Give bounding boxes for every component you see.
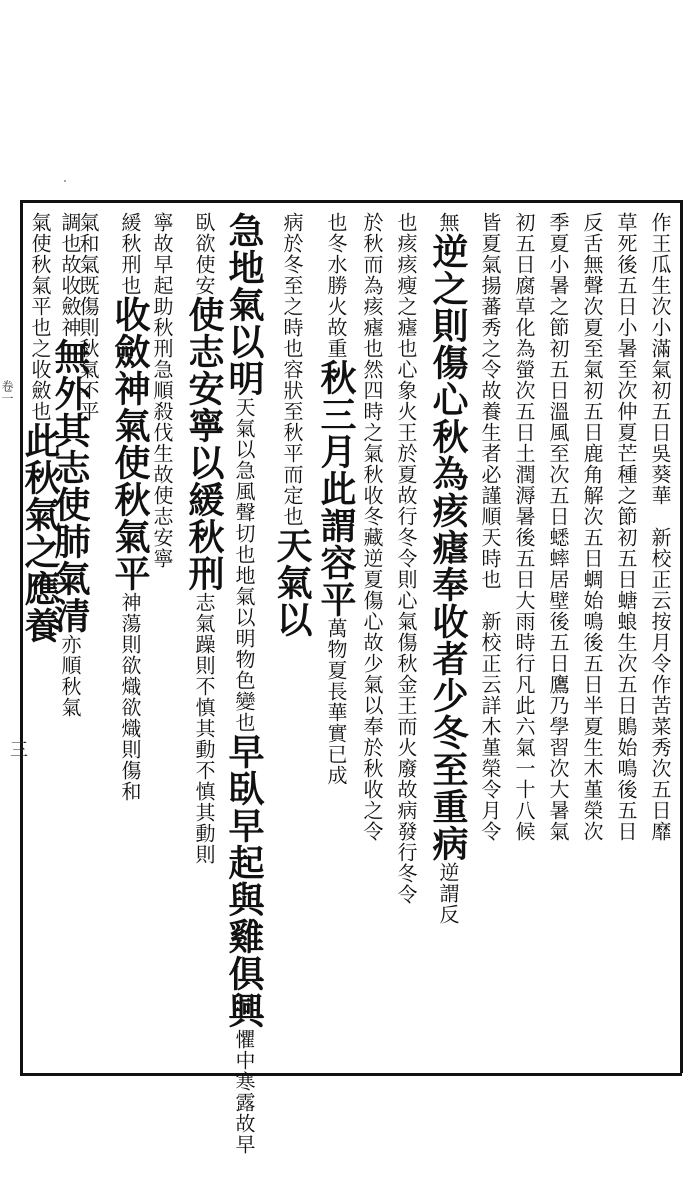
- main-text-segment: 逆之則傷心秋為痎瘧奉收者少冬至重病: [427, 233, 469, 862]
- commentary-segment: 也冬水勝火故重: [324, 212, 348, 359]
- commentary-segment: 寧故早起: [150, 212, 174, 296]
- text-column-3: 反舌無聲次夏至氣初五日鹿角解次五日蜩始鳴後五日半夏生木堇榮次: [580, 212, 604, 842]
- main-text-segment: 天氣以: [271, 527, 313, 638]
- main-text-segment: 急地氣以明: [223, 212, 265, 397]
- volume-mark: 卷一: [0, 380, 14, 404]
- commentary-segment: 萬物夏長華實已成: [324, 618, 348, 786]
- text-column-15: [109, 212, 151, 1062]
- text-column-6: 皆夏氣揚蕃秀之令故養生者必謹順天時也 新校正云詳木堇榮令月令: [478, 212, 502, 842]
- paper-speck: [64, 180, 66, 182]
- text-column-11: [271, 212, 313, 1062]
- main-text-segment: 此秋氣之應養: [19, 422, 61, 644]
- main-text-segment: 早臥早起與雞俱興: [223, 733, 265, 1029]
- commentary-segment: 逆謂反: [436, 862, 460, 925]
- commentary-segment: 氣和氣既傷則秋氣不平: [76, 212, 100, 422]
- commentary-segment: 助秋刑急順殺伐生故使志安寧: [150, 296, 174, 569]
- commentary-segment: 氣使秋氣平也: [28, 212, 52, 338]
- text-column-2: 草死後五日小暑至次仲夏芒種之節初五日螗蜋生次五日鵙始鳴後五日: [614, 212, 638, 842]
- main-text-segment: 收斂神氣使秋氣平: [109, 296, 151, 592]
- text-column-7: [427, 212, 469, 1062]
- text-column-5: 初五日腐草化為螢次五日土潤溽暑後五日大雨時行凡此六氣一十八候: [512, 212, 536, 842]
- commentary-segment: 病於冬至之時也: [280, 212, 304, 359]
- text-column-10: [315, 212, 357, 1062]
- main-text-segment: 秋三月此謂容平: [315, 359, 357, 618]
- commentary-segment: 天氣以急風聲切也地氣以明物色變也: [232, 397, 256, 733]
- commentary-segment: 志氣躁則不慎其動不慎其動則: [192, 592, 216, 865]
- text-column-18: [19, 212, 61, 1062]
- text-column-13: [183, 212, 225, 1062]
- text-column-9: 於秋而為痎瘧也然四時之氣秋收冬藏逆夏傷心故少氣以奉於秋收之令: [360, 212, 384, 842]
- text-column-1: 作王瓜生次小滿氣初五日吳葵華 新校正云按月令作苦菜秀次五日靡: [648, 212, 672, 842]
- commentary-segment: 容狀至秋平而定也: [280, 359, 304, 527]
- commentary-segment: 亦順秋氣: [58, 634, 82, 718]
- commentary-segment: 緩秋刑也: [118, 212, 142, 296]
- main-text-segment: 使志安寧以緩秋刑: [183, 296, 225, 592]
- text-column-8: 也痎痎瘦之瘧也心象火王於夏故行冬令則心氣傷秋金王而火廢故病發行冬令: [394, 212, 418, 905]
- commentary-segment: 調也故收斂神: [58, 212, 82, 338]
- commentary-segment: 神蕩則欲熾欲熾則傷和: [118, 592, 142, 802]
- commentary-segment: 臥欲使安: [192, 212, 216, 296]
- commentary-segment: 無: [436, 212, 460, 233]
- text-column-4: 季夏小暑之節初五日溫風至次五日蟋蟀居壁後五日鷹乃學習次大暑氣: [546, 212, 570, 842]
- text-column-12: [223, 212, 265, 1155]
- commentary-segment: 懼中寒露故早: [232, 1029, 256, 1155]
- main-text-segment: 無外其志使肺氣清: [49, 338, 91, 634]
- text-column-14: [152, 212, 172, 1062]
- page-number: 三: [7, 740, 28, 758]
- right-border-rule: [680, 200, 683, 1073]
- commentary-segment: 之收斂也: [28, 338, 52, 422]
